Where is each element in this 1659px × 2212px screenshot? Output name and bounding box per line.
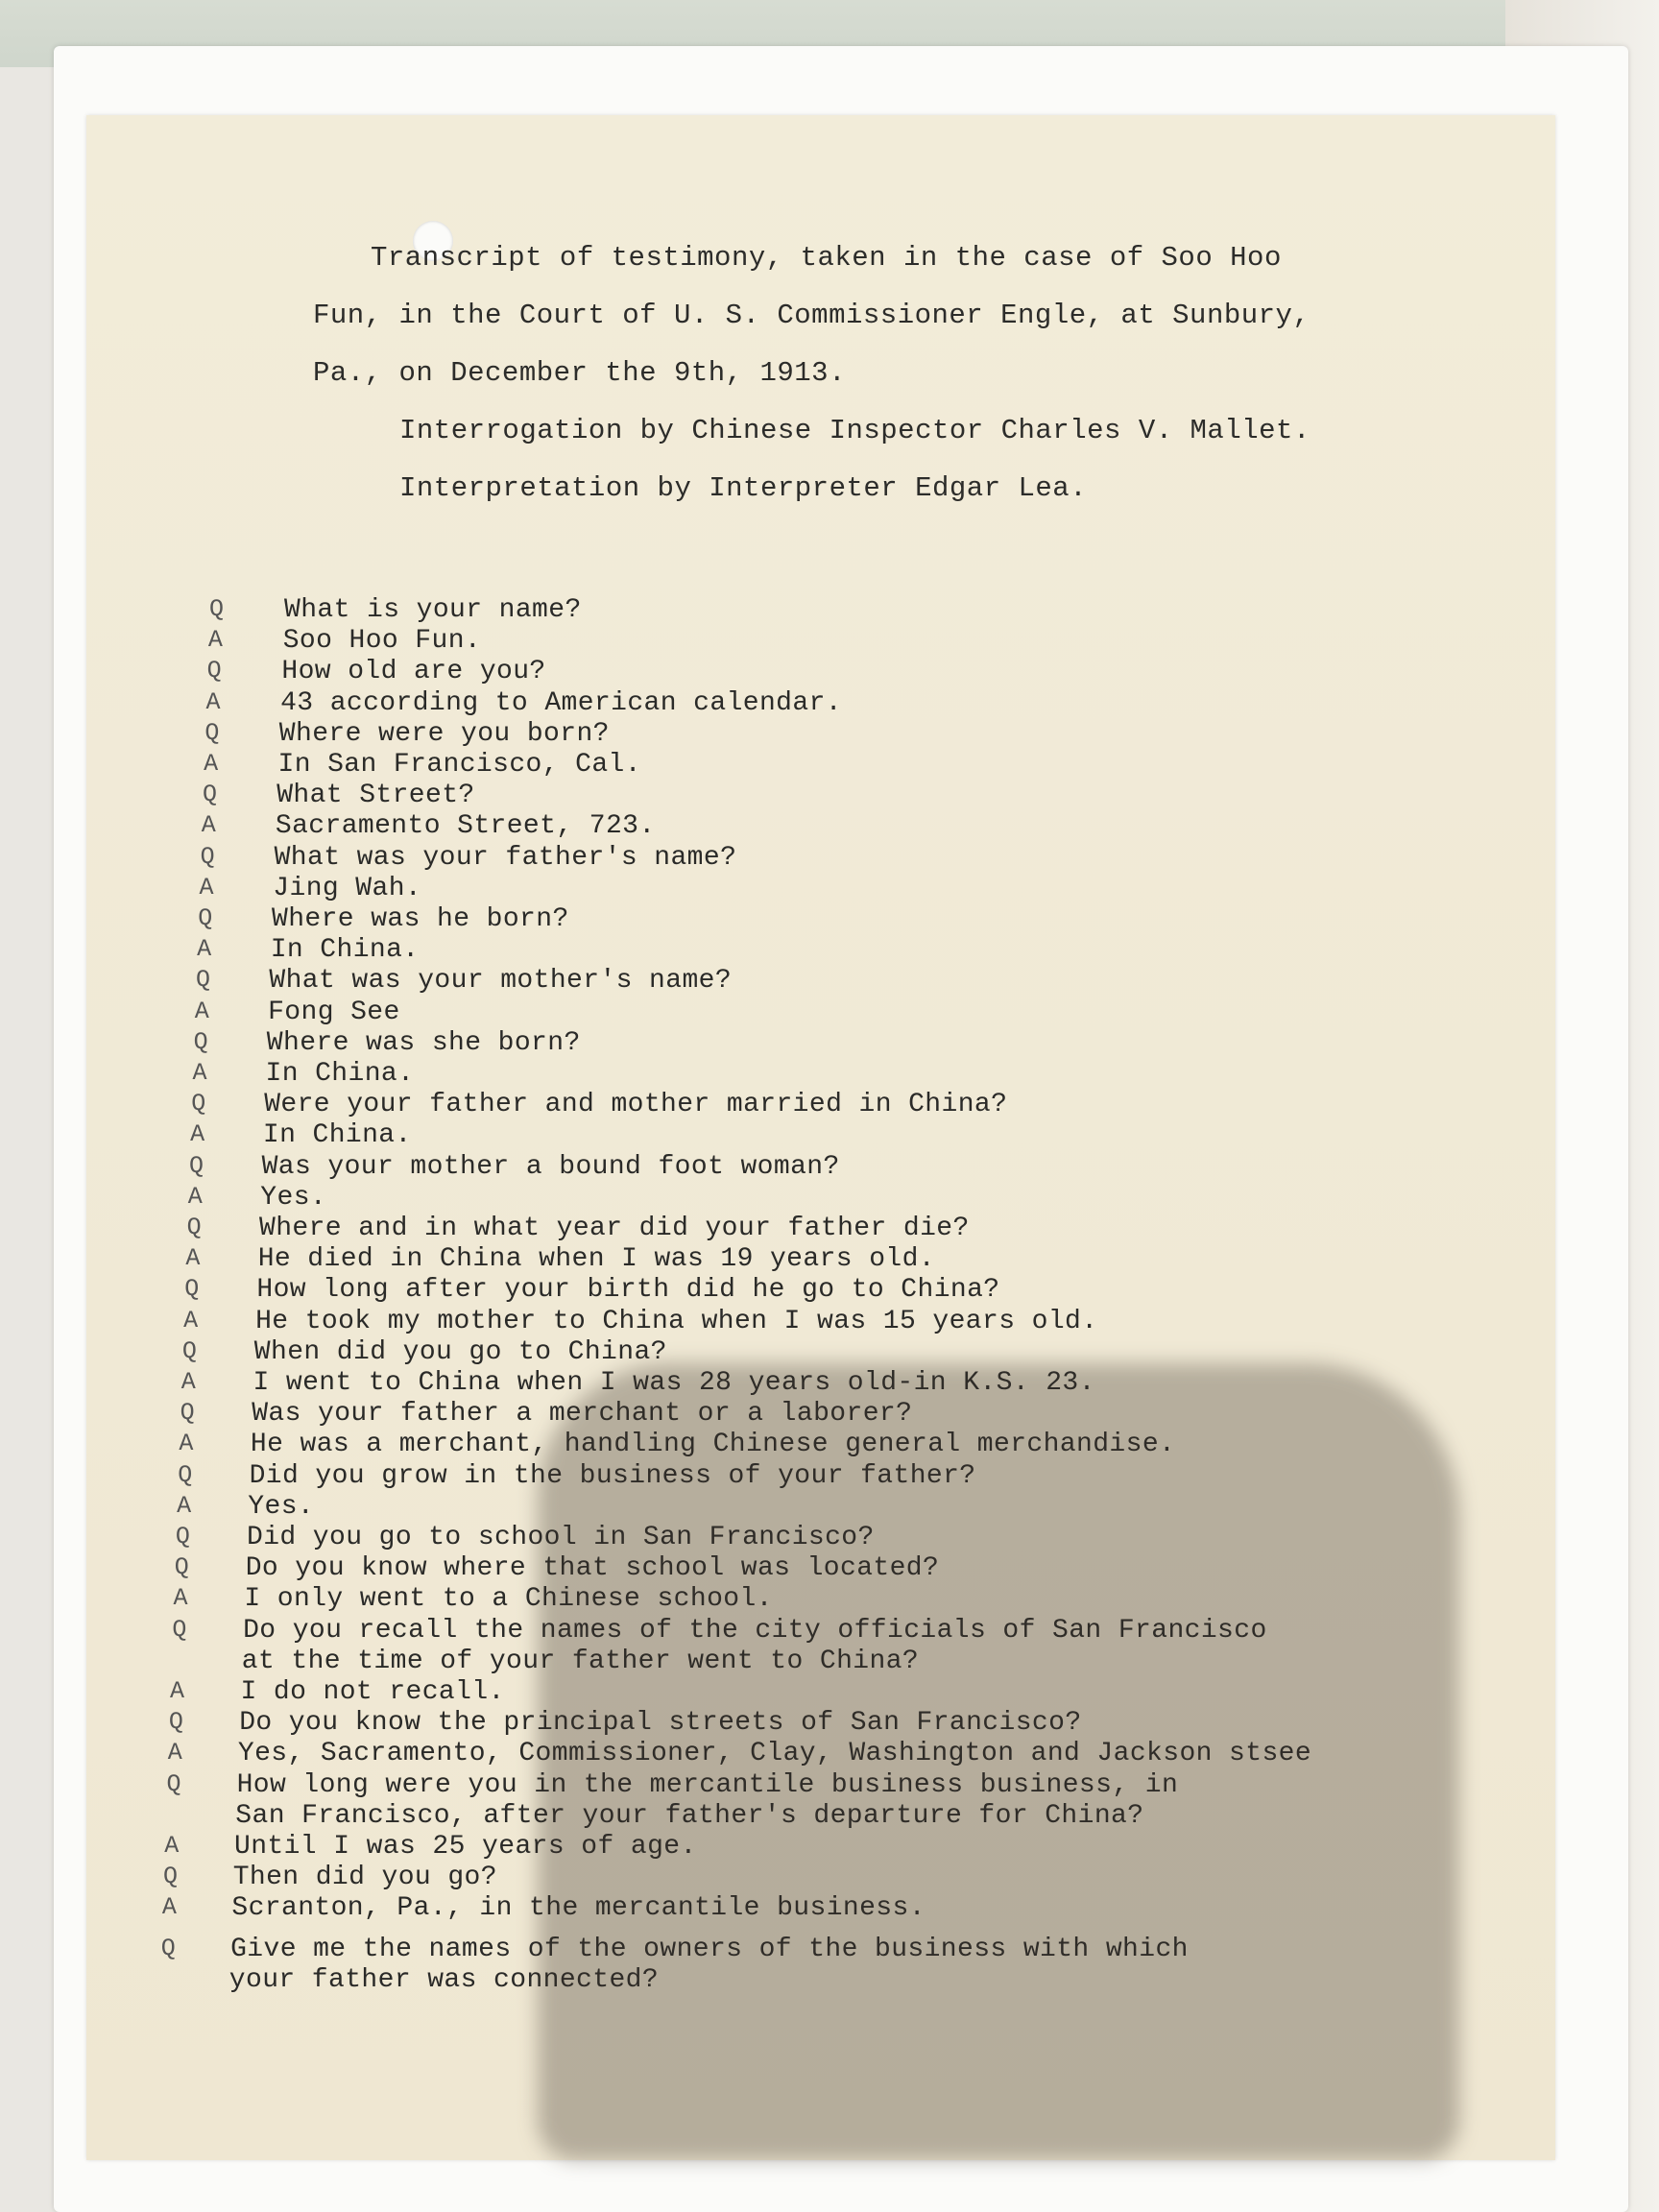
row-label: Q	[195, 966, 211, 995]
row-label: Q	[178, 1460, 193, 1489]
row-text: Where was he born?	[272, 904, 569, 934]
row-label: A	[197, 935, 212, 964]
row-label: Q	[174, 1553, 190, 1582]
row-label: A	[190, 1120, 205, 1149]
row-text: Soo Hoo Fun.	[282, 626, 482, 657]
row-label: A	[194, 997, 210, 1025]
row-text: Did you go to school in San Francisco?	[247, 1523, 875, 1552]
row-text: In China.	[262, 1120, 412, 1151]
row-text: Was your father a merchant or a laborer?	[252, 1399, 913, 1430]
header-line-1: Transcript of testimony, taken in the case of Soo Hoo	[371, 242, 1282, 274]
row-label: A	[201, 811, 217, 840]
row-label: A	[179, 1430, 194, 1458]
row-text: Do you know where that school was located?	[245, 1553, 940, 1584]
row-label: A	[164, 1832, 180, 1860]
row-text: Was your mother a bound foot woman?	[261, 1151, 840, 1182]
row-label: A	[173, 1584, 188, 1613]
row-label: Q	[181, 1336, 198, 1365]
row-label: A	[167, 1739, 183, 1767]
row-label: A	[199, 873, 214, 902]
row-text: When did you go to China?	[253, 1336, 667, 1367]
row-text: Where and in what year did your father die?	[259, 1214, 970, 1243]
row-label: Q	[184, 1275, 200, 1304]
row-label: Q	[168, 1708, 184, 1737]
row-text: Do you recall the names of the city officials of San Francisco	[243, 1615, 1267, 1646]
row-text: Do you know the principal streets of San Francisco?	[239, 1708, 1082, 1739]
row-label: A	[187, 1182, 204, 1211]
row-text: Yes.	[248, 1491, 315, 1522]
row-text: Yes.	[260, 1182, 327, 1213]
header-line-4: Interrogation by Chinese Inspector Charles V. Mallet.	[399, 415, 1310, 446]
row-text: Sacramento Street, 723.	[275, 811, 656, 842]
row-text: I do not recall.	[240, 1677, 505, 1707]
row-text: Where were you born?	[278, 718, 610, 749]
row-text: How long after your birth did he go to China?	[256, 1275, 1000, 1306]
row-label: Q	[204, 718, 220, 747]
row-text: What was your mother's name?	[269, 966, 733, 997]
row-text: Did you grow in the business of your father?	[249, 1460, 976, 1491]
row-text: What is your name?	[284, 595, 582, 625]
row-text: Then did you go?	[232, 1863, 497, 1893]
row-text: He was a merchant, handling Chinese general merchandise.	[250, 1430, 1176, 1460]
header-line-3: Pa., on December the 9th, 1913.	[313, 357, 846, 389]
row-text: What Street?	[276, 781, 475, 811]
row-text: Give me the names of the owners of the business with which	[230, 1934, 1189, 1964]
row-text: Until I was 25 years of age.	[234, 1832, 697, 1862]
row-label: A	[161, 1893, 178, 1922]
row-text: at the time of your father went to China?	[241, 1646, 920, 1676]
row-label: Q	[163, 1863, 179, 1891]
row-text: How long were you in the mercantile business business, in	[236, 1769, 1179, 1800]
row-label: Q	[175, 1523, 191, 1551]
row-text: He took my mother to China when I was 15 years old.	[255, 1306, 1098, 1336]
row-text: your father was connected?	[228, 1964, 660, 1995]
camera-shadow	[538, 1363, 1459, 2160]
row-label: A	[204, 750, 219, 778]
row-text: Scranton, Pa., in the mercantile business.	[231, 1893, 926, 1924]
row-label: A	[205, 687, 221, 716]
row-text: Where was she born?	[266, 1027, 581, 1058]
row-label: A	[180, 1368, 197, 1396]
row-text: Fong See	[268, 997, 400, 1027]
row-text: I only went to a Chinese school.	[244, 1584, 773, 1615]
row-label: Q	[206, 657, 223, 685]
row-text: 43 according to American calendar.	[280, 687, 842, 718]
row-text: In China.	[270, 935, 420, 966]
row-text: Jing Wah.	[273, 873, 422, 903]
row-text: San Francisco, after your father's departure for China?	[235, 1800, 1144, 1831]
row-label: Q	[209, 595, 225, 623]
row-label: Q	[191, 1090, 206, 1118]
row-label: A	[183, 1306, 199, 1334]
header-line-2: Fun, in the Court of U. S. Commissioner Engle, at Sunbury,	[313, 300, 1310, 331]
row-label: Q	[193, 1027, 209, 1056]
row-label: Q	[172, 1615, 187, 1644]
header-line-5: Interpretation by Interpreter Edgar Lea.	[399, 472, 1088, 504]
row-text: Were your father and mother married in China?	[264, 1090, 1008, 1120]
row-text: In San Francisco, Cal.	[277, 750, 641, 780]
row-text: I went to China when I was 28 years old-in K.S. 23.	[252, 1368, 1095, 1398]
row-text: How old are you?	[281, 657, 546, 687]
row-label: Q	[186, 1214, 202, 1241]
row-label: Q	[202, 781, 218, 809]
row-label: A	[170, 1677, 185, 1705]
row-text: Yes, Sacramento, Commissioner, Clay, Washington and Jackson stsee	[237, 1739, 1312, 1769]
row-text: In China.	[265, 1059, 415, 1089]
row-label: A	[207, 626, 224, 655]
row-label: A	[185, 1244, 201, 1273]
row-label: Q	[180, 1399, 195, 1428]
row-label: Q	[200, 842, 216, 871]
row-label: A	[192, 1059, 207, 1087]
transcript-page	[86, 115, 1555, 2160]
row-label: Q	[198, 904, 213, 932]
row-label: Q	[166, 1769, 181, 1798]
row-label: A	[177, 1491, 192, 1520]
row-text: He died in China when I was 19 years old.	[257, 1244, 935, 1275]
row-label: Q	[160, 1934, 177, 1962]
row-label: Q	[188, 1151, 204, 1180]
row-text: What was your father's name?	[274, 842, 737, 873]
